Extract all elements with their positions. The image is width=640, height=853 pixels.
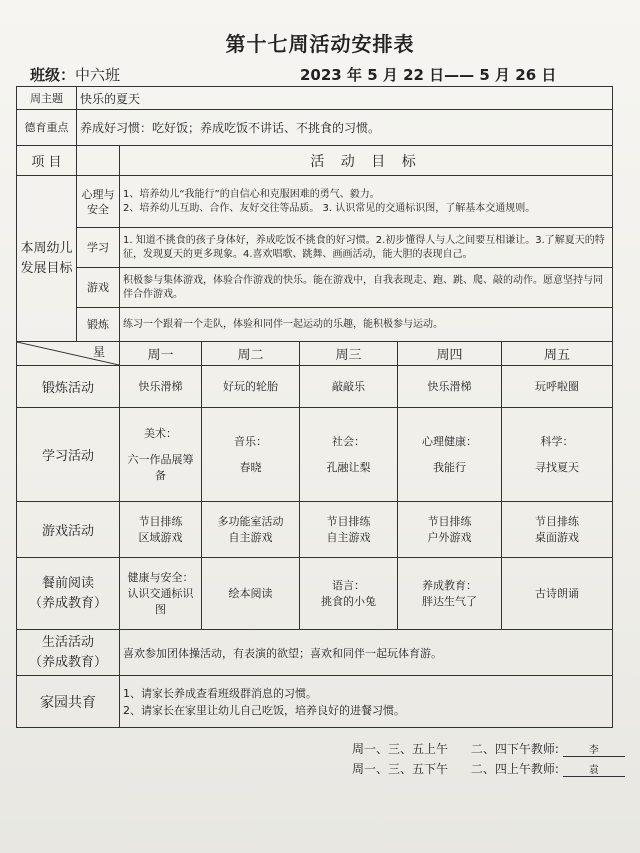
row-label: 锻炼活动	[17, 366, 120, 408]
subject: 心理健康：	[422, 434, 477, 448]
moral-row	[17, 110, 613, 146]
signature-line	[352, 740, 625, 757]
activity-row	[17, 558, 613, 630]
teacher-name: 袁	[563, 761, 625, 777]
row-label: 游戏活动	[17, 502, 120, 558]
theme-value: 快乐的夏天	[77, 87, 613, 110]
home-value	[120, 676, 613, 728]
activity-row	[17, 502, 613, 558]
blank-cell	[77, 146, 120, 176]
day-header: 周一	[120, 342, 202, 366]
class-name: 中六班	[75, 66, 121, 84]
row-label: 餐前阅读 （养成教育）	[17, 558, 120, 630]
activity-cell: 节目排练 区域游戏	[120, 502, 202, 558]
star-corner	[17, 342, 120, 366]
moral-label: 德育重点	[17, 110, 77, 146]
goal-text: 练习一个跟着一个走队，体验和同伴一起运动的乐趣，能积极参与运动。	[120, 308, 613, 342]
content: 六一作品展筹备	[127, 452, 194, 482]
activity-cell: 敲敲乐	[300, 366, 398, 408]
home-row	[17, 676, 613, 728]
subject: 社会：	[332, 434, 365, 448]
goal-area: 锻炼	[77, 308, 120, 342]
activity-cell: 多功能室活动 自主游戏	[202, 502, 300, 558]
activity-cell: 语言： 挑食的小兔	[300, 558, 398, 630]
activity-row	[17, 408, 613, 502]
item-label: 项 目	[17, 146, 77, 176]
star-label: 星	[92, 345, 105, 359]
activity-cell: 养成教育： 胖达生气了	[398, 558, 502, 630]
goal-row	[17, 268, 613, 308]
subject: 美术：	[144, 426, 177, 440]
day-header: 周二	[202, 342, 300, 366]
life-value: 喜欢参加团体操活动，有表演的欲望；喜欢和同伴一起玩体育游。	[120, 630, 613, 676]
activity-cell: 好玩的轮胎	[202, 366, 300, 408]
page-title: 第十七周活动安排表	[225, 32, 415, 56]
row-label: 学习活动	[17, 408, 120, 502]
activity-cell: 节目排练 桌面游戏	[502, 502, 613, 558]
theme-row	[17, 87, 613, 110]
subject: 音乐：	[234, 434, 267, 448]
activity-cell: 古诗朗诵	[502, 558, 613, 630]
content: 春晓	[239, 460, 262, 474]
goal-row	[17, 308, 613, 342]
dev-label: 本周幼儿发展目标	[17, 176, 77, 342]
life-label: 生活活动 （养成教育）	[17, 630, 120, 676]
life-row	[17, 630, 613, 676]
activity-cell: 节目排练 自主游戏	[300, 502, 398, 558]
moral-value: 养成好习惯：吃好饭；养成吃饭不讲话、不挑食的习惯。	[77, 110, 613, 146]
activity-cell	[300, 408, 398, 502]
signature-text: 周一、三、五下午 二、四上午教师:	[352, 762, 559, 776]
theme-label: 周主题	[17, 87, 77, 110]
goal-text: 1. 知道不挑食的孩子身体好，养成吃饭不挑食的好习惯。2.初步懂得人与人之间要互相谦让。3.了解夏天的特征，发现夏天的更多现象。4.喜欢唱歌、跳舞、画画活动，能大胆的表现自己。	[120, 228, 613, 268]
goal-text: 1、培养幼儿“我能行”的自信心和克服困难的勇气、毅力。 2、培养幼儿互助、合作、友好交往等品质。 3. 认识常见的交通标识图，了解基本交通规则。	[120, 176, 613, 228]
activity-cell	[120, 408, 202, 502]
content: 我能行	[433, 460, 466, 474]
goal-area: 游戏	[77, 268, 120, 308]
signature-text: 周一、三、五上午 二、四下午教师:	[352, 742, 559, 756]
content: 孔融让梨	[326, 460, 371, 474]
days-row	[17, 342, 613, 366]
activity-cell: 快乐滑梯	[398, 366, 502, 408]
activity-cell: 健康与安全： 认识交通标识图	[120, 558, 202, 630]
activity-cell: 玩呼啦圈	[502, 366, 613, 408]
content: 寻找夏天	[535, 460, 580, 474]
activity-cell: 绘本阅读	[202, 558, 300, 630]
signature-line	[352, 760, 625, 777]
home-line: 2、请家长在家里让幼儿自己吃饭，培养良好的进餐习惯。	[123, 703, 405, 717]
activity-cell: 节目排练 户外游戏	[398, 502, 502, 558]
goal-header-row	[17, 146, 613, 176]
activity-cell	[502, 408, 613, 502]
schedule-table	[16, 86, 613, 728]
subject: 科学：	[540, 434, 574, 448]
home-label: 家园共育	[17, 676, 120, 728]
day-header: 周五	[502, 342, 613, 366]
date-range: 2023 年 5 月 22 日—— 5 月 26 日	[300, 66, 557, 84]
goal-row	[17, 228, 613, 268]
day-header: 周三	[300, 342, 398, 366]
activity-cell: 快乐滑梯	[120, 366, 202, 408]
activity-row	[17, 366, 613, 408]
class-label: 班级：	[30, 66, 76, 84]
goal-text: 积极参与集体游戏，体验合作游戏的快乐。能在游戏中，自我表现走、跑、跳、爬、敲的动作。愿意坚持与同伴合作游戏。	[120, 268, 613, 308]
goal-area: 学习	[77, 228, 120, 268]
activity-cell	[202, 408, 300, 502]
goal-header: 活 动 目 标	[120, 146, 613, 176]
teacher-name: 李	[563, 741, 625, 757]
class-line	[30, 64, 120, 85]
day-header: 周四	[398, 342, 502, 366]
home-line: 1、请家长养成查看班级群消息的习惯。	[123, 686, 317, 700]
goal-area: 心理与安全	[77, 176, 120, 228]
goal-row	[17, 176, 613, 228]
activity-cell	[398, 408, 502, 502]
